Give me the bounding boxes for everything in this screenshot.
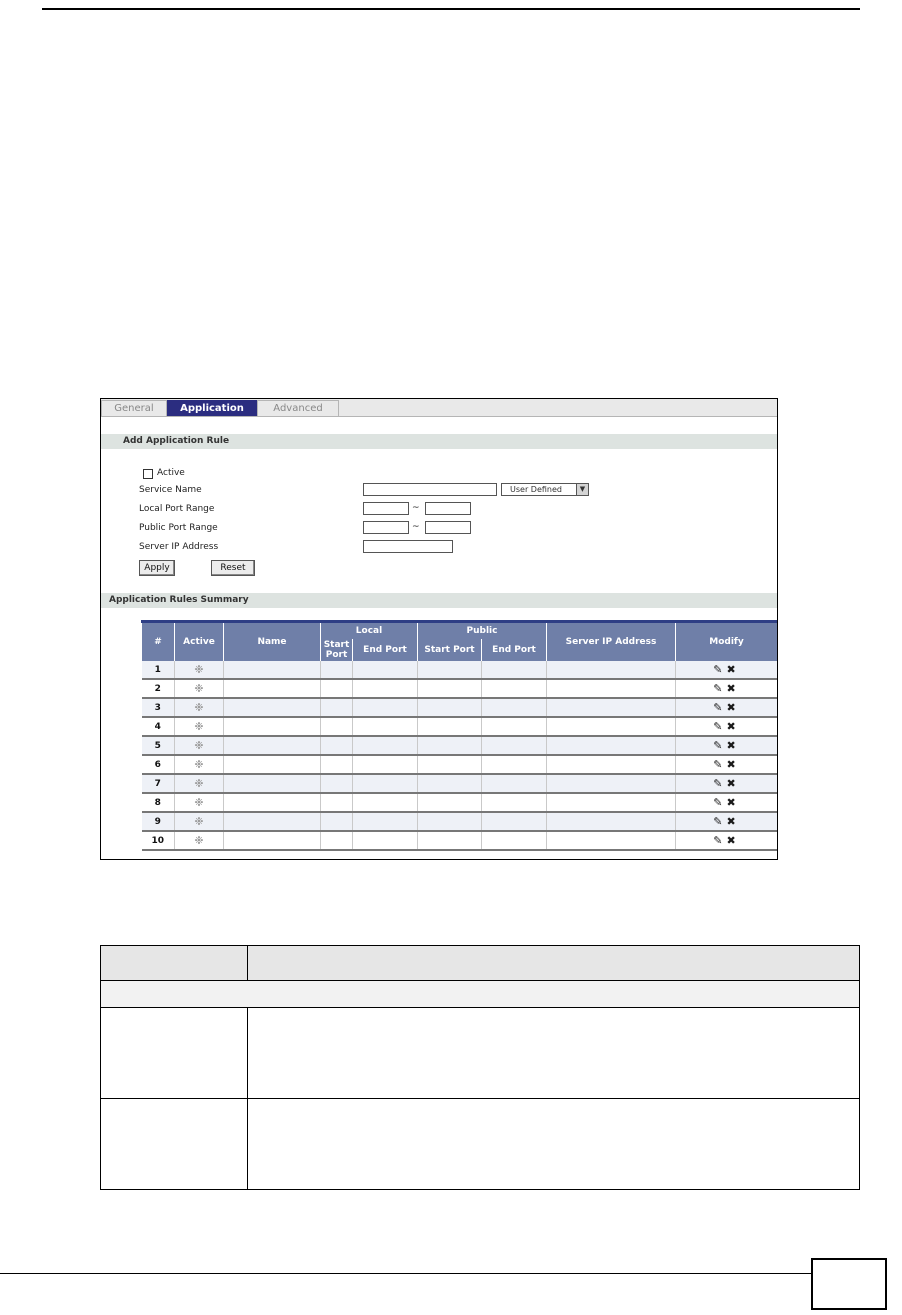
delete-icon[interactable]: ✖ (726, 777, 740, 790)
lightbulb-icon[interactable]: ❉ (194, 834, 204, 847)
row-index: 1 (142, 661, 175, 679)
delete-icon[interactable]: ✖ (726, 834, 740, 847)
doc-section-cell (101, 981, 860, 1008)
add-rule-section: Add Application Rule (101, 434, 777, 449)
row-index: 4 (142, 717, 175, 736)
lightbulb-icon[interactable]: ❉ (194, 796, 204, 809)
delete-icon[interactable]: ✖ (726, 720, 740, 733)
public-range-separator: ~ (412, 522, 420, 532)
edit-icon[interactable]: ✎ (713, 758, 727, 771)
service-name-label: Service Name (139, 485, 202, 495)
col-local-end: End Port (353, 639, 418, 661)
server-ip-input[interactable] (363, 540, 453, 553)
local-port-label: Local Port Range (139, 504, 215, 514)
edit-icon[interactable]: ✎ (713, 815, 727, 828)
delete-icon[interactable]: ✖ (726, 796, 740, 809)
edit-icon[interactable]: ✎ (713, 663, 727, 676)
lightbulb-icon[interactable]: ❉ (194, 663, 204, 676)
table-row (142, 717, 778, 736)
col-server-ip: Server IP Address (547, 622, 676, 662)
summary-section: Application Rules Summary (101, 593, 777, 608)
edit-icon[interactable]: ✎ (713, 720, 727, 733)
service-select[interactable]: User Defined ▼ (501, 483, 589, 496)
public-start-port-input[interactable] (363, 521, 409, 534)
lightbulb-icon[interactable]: ❉ (194, 815, 204, 828)
delete-icon[interactable]: ✖ (726, 701, 740, 714)
col-public-start: Start Port (418, 639, 482, 661)
row-index: 10 (142, 831, 175, 850)
lightbulb-icon[interactable]: ❉ (194, 701, 204, 714)
col-name: Name (224, 622, 321, 662)
public-port-label: Public Port Range (139, 523, 218, 533)
public-end-port-input[interactable] (425, 521, 471, 534)
edit-icon[interactable]: ✎ (713, 834, 727, 847)
screenshot-frame (100, 398, 778, 860)
lightbulb-icon[interactable]: ❉ (194, 739, 204, 752)
tab-bar (101, 399, 777, 417)
delete-icon[interactable]: ✖ (726, 815, 740, 828)
edit-icon[interactable]: ✎ (713, 777, 727, 790)
col-local-start: Start Port (321, 639, 353, 661)
chevron-down-icon[interactable]: ▼ (576, 484, 588, 495)
lightbulb-icon[interactable]: ❉ (194, 777, 204, 790)
local-start-port-input[interactable] (363, 502, 409, 515)
page-number-box (811, 1258, 887, 1310)
delete-icon[interactable]: ✖ (726, 739, 740, 752)
edit-icon[interactable]: ✎ (713, 701, 727, 714)
table-row (142, 831, 778, 850)
table-row (142, 698, 778, 717)
row-index: 9 (142, 812, 175, 831)
reset-button[interactable]: Reset (211, 560, 255, 576)
doc-row-description-cell (248, 1099, 860, 1190)
table-row (142, 774, 778, 793)
edit-icon[interactable]: ✎ (713, 682, 727, 695)
table-row (142, 661, 778, 679)
row-index: 6 (142, 755, 175, 774)
table-row (142, 679, 778, 698)
doc-row-description-cell (248, 1008, 860, 1099)
row-index: 5 (142, 736, 175, 755)
header-rule (42, 8, 860, 10)
service-name-input[interactable] (363, 483, 497, 496)
col-group-public: Public (418, 622, 547, 640)
rules-summary-table (141, 620, 777, 851)
table-row (142, 793, 778, 812)
edit-icon[interactable]: ✎ (713, 796, 727, 809)
tab-application[interactable]: Application (167, 400, 257, 416)
row-index: 8 (142, 793, 175, 812)
row-index: 2 (142, 679, 175, 698)
row-index: 7 (142, 774, 175, 793)
apply-button[interactable]: Apply (139, 560, 175, 576)
description-table (100, 945, 860, 1190)
delete-icon[interactable]: ✖ (726, 682, 740, 695)
server-ip-label: Server IP Address (139, 542, 219, 552)
delete-icon[interactable]: ✖ (726, 758, 740, 771)
doc-row-label-cell (101, 1099, 248, 1190)
active-label: Active (157, 468, 185, 478)
col-index: # (142, 622, 175, 662)
col-group-local: Local (321, 622, 418, 640)
row-index: 3 (142, 698, 175, 717)
col-active: Active (175, 622, 224, 662)
lightbulb-icon[interactable]: ❉ (194, 720, 204, 733)
local-end-port-input[interactable] (425, 502, 471, 515)
delete-icon[interactable]: ✖ (726, 663, 740, 676)
local-range-separator: ~ (412, 503, 420, 513)
tab-advanced[interactable]: Advanced (257, 400, 339, 416)
active-checkbox[interactable] (143, 469, 153, 479)
edit-icon[interactable]: ✎ (713, 739, 727, 752)
doc-header-description-cell (248, 946, 860, 981)
doc-header-label-cell (101, 946, 248, 981)
lightbulb-icon[interactable]: ❉ (194, 758, 204, 771)
footer-rule (0, 1273, 811, 1274)
lightbulb-icon[interactable]: ❉ (194, 682, 204, 695)
col-public-end: End Port (482, 639, 547, 661)
tab-general[interactable]: General (101, 400, 167, 416)
table-row (142, 736, 778, 755)
col-modify: Modify (676, 622, 778, 662)
table-row (142, 755, 778, 774)
doc-row-label-cell (101, 1008, 248, 1099)
table-row (142, 812, 778, 831)
